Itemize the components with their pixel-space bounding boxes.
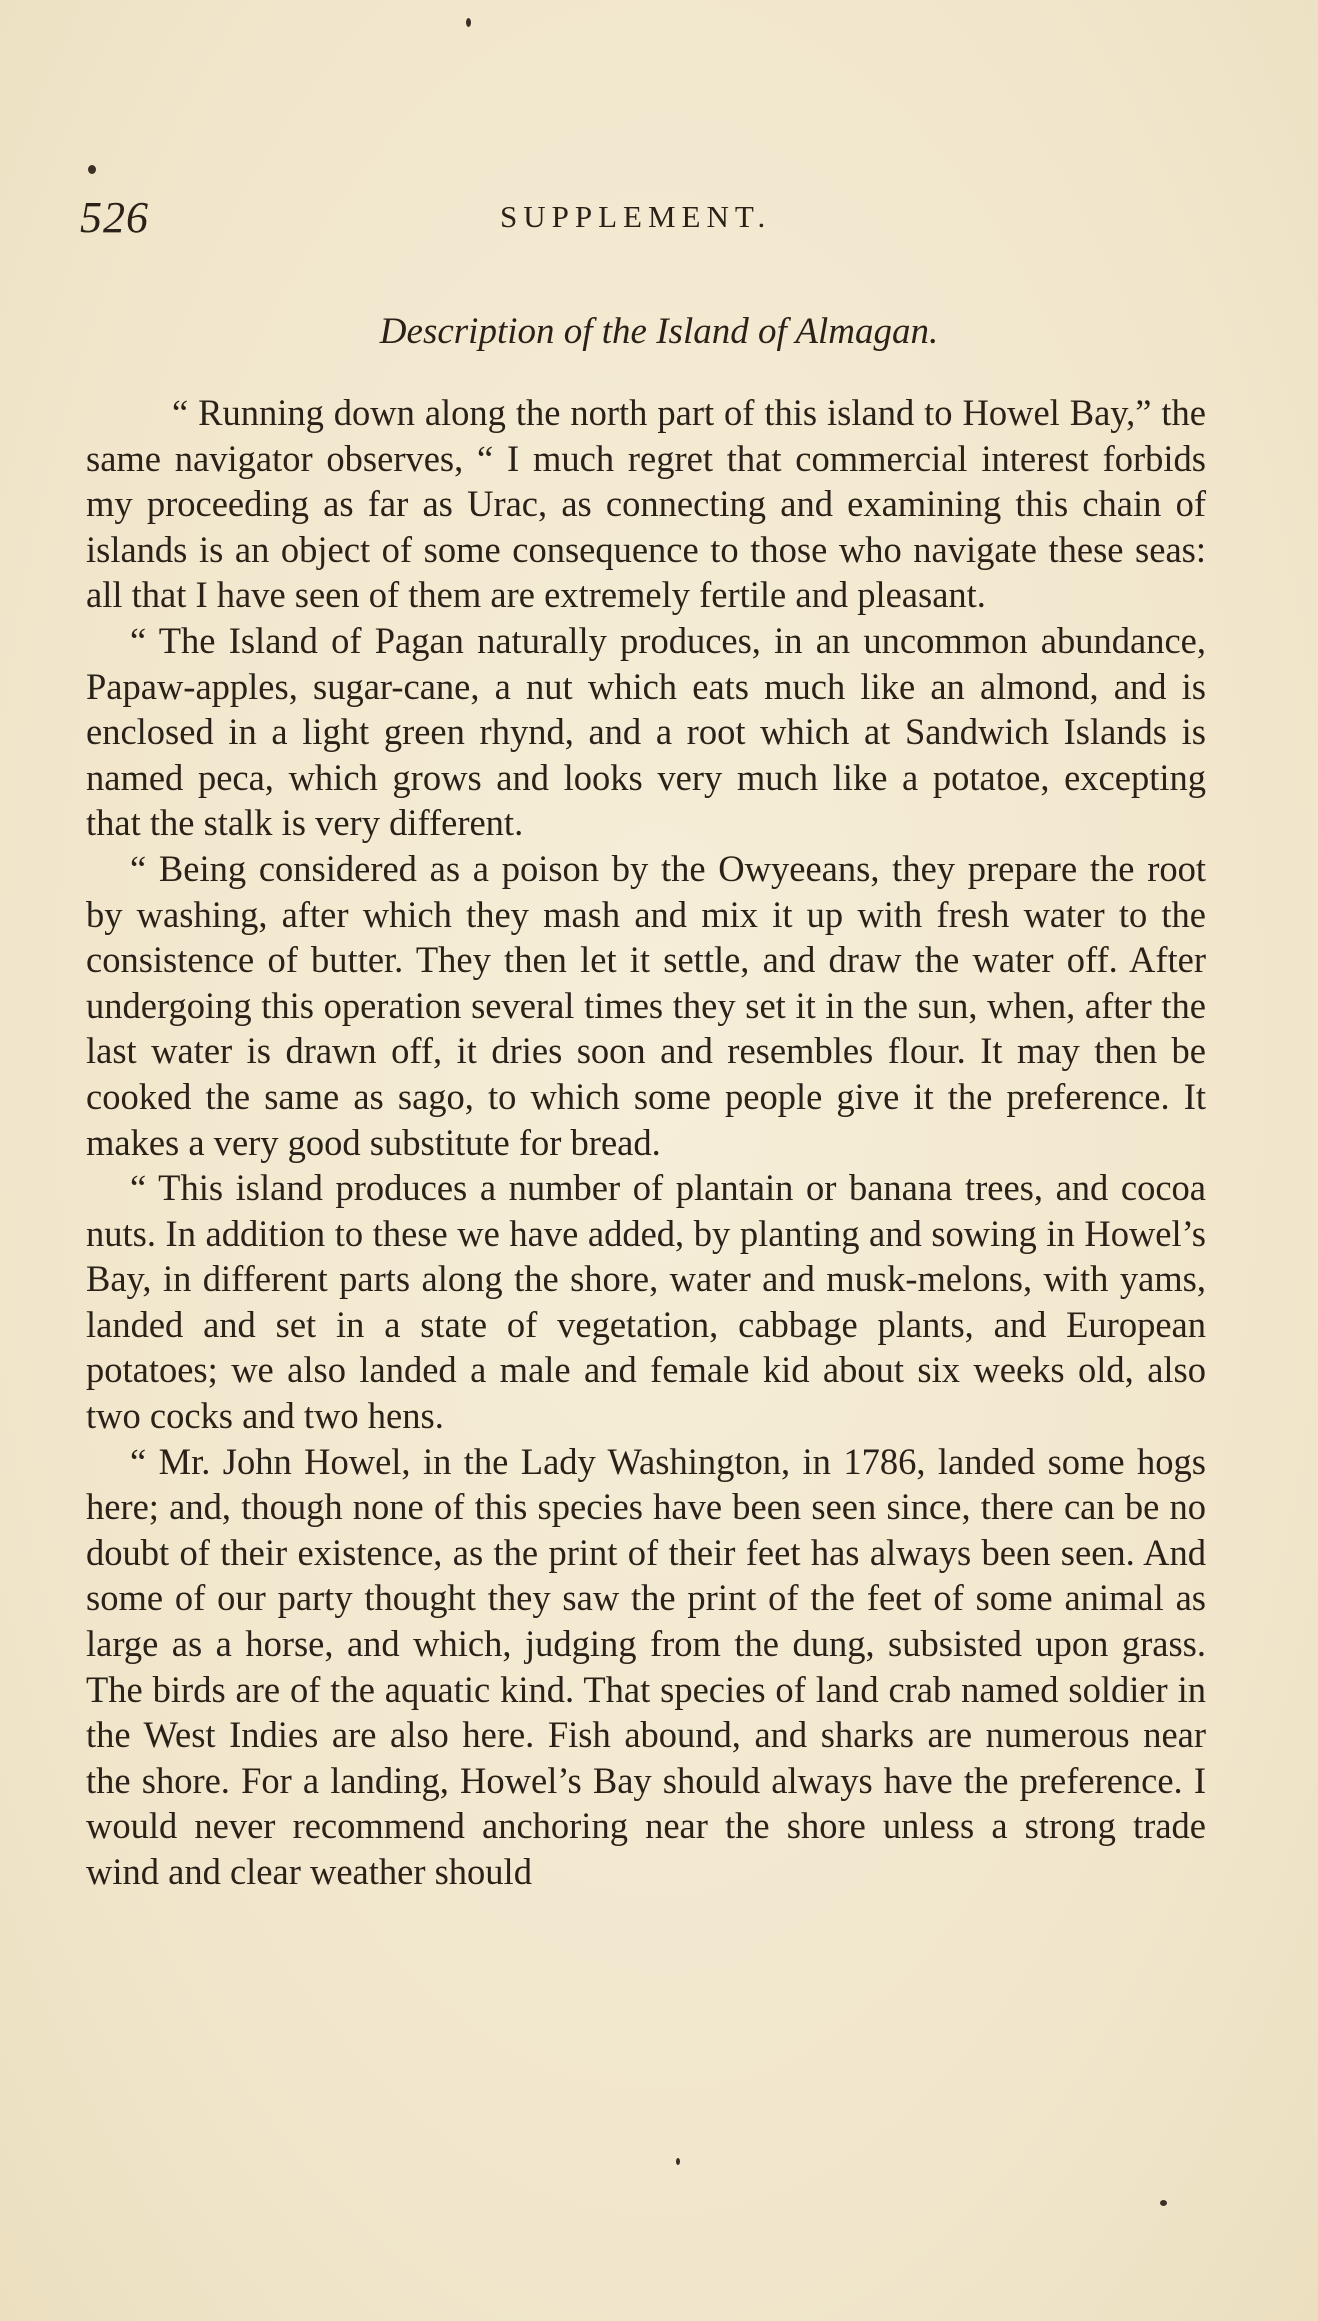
paragraph: “ Being considered as a poison by the Owyeeans, they prepare the root by washing, after which they mash and mix it up with fresh water to the consistence of butter. They then let it settle, and draw the water off. After undergoing this operation several times they set it in the sun, when, after the last water is drawn off, it dries soon and resembles flour. It may then be cooked the same as sago, to which some people give it the preference. It makes a very good substitute for bread.: [86, 847, 1206, 1163]
paragraph: “ Mr. John Howel, in the Lady Washington, in 1786, landed some hogs here; and, though none of this species have been seen since, there can be no doubt of their existence, as the print of their feet has always been seen. And some of our party thought they saw the print of the feet of some animal as large as a horse, and which, judging from the dung, subsisted upon grass. The birds are of the aquatic kind. That species of land crab named soldier in the West Indies are also here. Fish abound, and sharks are numerous near the shore. For a landing, Howel’s Bay should always have the preference. I would never recommend anchoring near the shore unless a strong trade wind and clear weather should: [86, 1440, 1206, 1892]
section-title: Description of the Island of Almagan.: [379, 311, 939, 352]
running-head: SUPPLEMENT.: [500, 199, 772, 234]
paragraph: “ This island produces a number of plantain or banana trees, and cocoa nuts. In addition to these we have added, by planting and sowing in Howel’s Bay, in different parts along the shore, water and musk-melons, with yams, landed and set in a state of vegetation, cabbage plants, and European potatoes; we also landed a male and female kid about six weeks old, also two cocks and two hens.: [86, 1167, 1206, 1437]
ink-speck: [676, 2158, 680, 2165]
body-text: [86, 390, 1206, 1895]
page-number: 526: [80, 193, 149, 242]
page-header: [80, 192, 1180, 242]
paragraph: “ Running down along the north part of this island to Howel Bay,” the same navigator observes, “ I much regret that commercial interest forbids my proceeding as far as Urac, as connecting and examining this chain of islands is an object of some consequence to those who navigate these seas: all that I have seen of them are extremely fertile and pleasant.: [86, 392, 1206, 616]
ink-speck: [88, 165, 96, 174]
ink-speck: [466, 18, 471, 27]
ink-speck: [1160, 2200, 1167, 2206]
paragraph: “ The Island of Pagan naturally produces, in an uncommon abundance, Papaw-apples, sugar-cane, a nut which eats much like an almond, and is enclosed in a light green rhynd, and a root which at Sandwich Islands is named peca, which grows and looks very much like a potatoe, excepting that the stalk is very different.: [86, 619, 1206, 844]
